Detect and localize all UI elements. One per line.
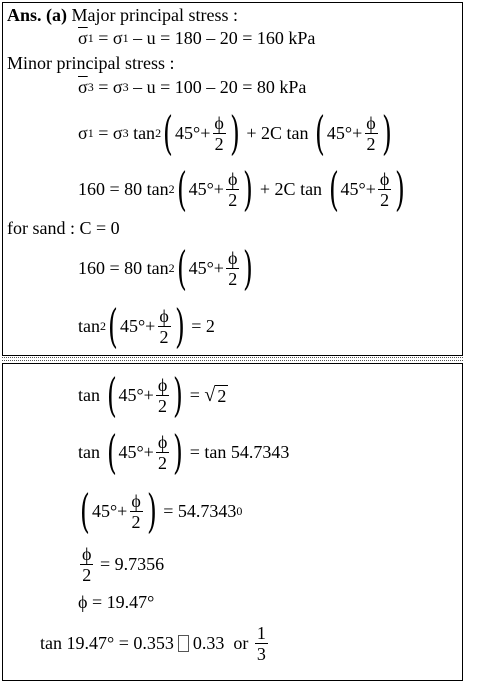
numerator: ϕ xyxy=(131,490,141,511)
numerator: ϕ xyxy=(82,543,92,564)
superscript: 2 xyxy=(168,182,175,196)
angle-text: 45°+ xyxy=(340,179,376,199)
equation-text: = tan 54.7343 xyxy=(185,442,290,462)
denominator: 2 xyxy=(228,268,238,289)
answer-label: Ans. (a) xyxy=(7,5,68,25)
left-paren: ( xyxy=(108,299,118,353)
equation-text: + 2C tan xyxy=(255,179,327,199)
equation-text: 0.33 or xyxy=(192,633,253,653)
equation-text: = 54.7343 xyxy=(158,501,237,521)
superscript: 2 xyxy=(155,126,162,140)
sand-condition xyxy=(7,217,120,239)
angle-equation xyxy=(78,486,242,536)
denominator: 2 xyxy=(82,564,92,585)
subscript: 1 xyxy=(87,126,94,140)
angle-text: 45°+ xyxy=(326,123,363,143)
angle-text: 45°+ xyxy=(119,316,156,336)
tan-equals-root2 xyxy=(78,370,228,420)
numerator: ϕ xyxy=(227,168,238,189)
right-paren: ) xyxy=(381,106,392,160)
numerator: ϕ xyxy=(157,431,168,452)
denominator: 2 xyxy=(214,133,224,154)
phi-over-2-fraction xyxy=(157,306,170,347)
equation-text: 160 = 80 tan xyxy=(78,179,169,199)
subscript: 1 xyxy=(122,31,129,45)
equation-text: = 9.7356 xyxy=(95,554,165,574)
substituted-equation xyxy=(78,164,407,214)
equation-text: – u = 180 – 20 = 160 kPa xyxy=(128,28,316,48)
denominator: 3 xyxy=(256,643,266,664)
equation-text: + 2C tan xyxy=(241,123,313,143)
right-paren: ) xyxy=(146,484,157,538)
numerator: ϕ xyxy=(159,305,169,326)
phi-over-2-fraction xyxy=(156,375,169,416)
subscript: 1 xyxy=(87,31,94,45)
equation-text: σ xyxy=(78,123,88,143)
angle-text: 45°+ xyxy=(118,385,154,405)
denominator: 2 xyxy=(158,395,168,416)
minor-stress-equation xyxy=(78,76,306,98)
equation-text: tan xyxy=(78,316,100,336)
tan-squared-equation xyxy=(78,301,215,351)
page-break-line xyxy=(2,360,463,361)
left-paren: ( xyxy=(315,106,325,160)
angle-text: 45°+ xyxy=(118,442,154,462)
radicand: 2 xyxy=(217,385,227,406)
equation-text: = σ xyxy=(93,77,123,97)
subscript: 3 xyxy=(87,80,94,94)
approx-symbol-box xyxy=(178,635,189,652)
equation-text: = σ xyxy=(93,28,123,48)
tan-equals-tan-angle xyxy=(78,427,289,477)
major-stress-label: Major principal stress : xyxy=(67,5,238,25)
superscript: 0 xyxy=(236,504,243,518)
major-stress-equation xyxy=(78,27,315,49)
right-paren: ) xyxy=(243,241,254,295)
phi-over-2-fraction xyxy=(129,491,142,532)
numerator: ϕ xyxy=(227,247,238,268)
right-paren: ) xyxy=(243,162,254,216)
left-paren: ( xyxy=(106,425,117,479)
numerator: ϕ xyxy=(366,112,376,133)
phi-result xyxy=(78,591,154,613)
angle-text: 45°+ xyxy=(188,179,224,199)
angle-text: 45°+ xyxy=(91,501,128,521)
angle-text: 45°+ xyxy=(175,123,211,143)
phi-over-2-fraction xyxy=(212,113,225,154)
subscript: 3 xyxy=(122,126,129,140)
one-third-fraction xyxy=(255,623,268,664)
equation-text: 160 = 80 tan xyxy=(78,258,169,278)
left-paren: ( xyxy=(106,368,117,422)
tan-check-equation xyxy=(40,618,270,668)
effective-sigma3: $\overline{\sigma}$ xyxy=(78,77,88,97)
phi-over-2-fraction xyxy=(378,169,391,210)
mohr-coulomb-equation xyxy=(78,108,394,158)
label-text: Minor principal stress : xyxy=(7,53,175,73)
left-paren: ( xyxy=(176,241,187,295)
right-paren: ) xyxy=(173,425,184,479)
phi-over-2-fraction xyxy=(156,432,169,473)
equation-text: tan xyxy=(78,385,105,405)
phi-over-2-fraction xyxy=(80,544,93,585)
square-root xyxy=(204,384,228,406)
superscript: 2 xyxy=(168,261,175,275)
numerator: ϕ xyxy=(214,112,224,133)
page-break-line xyxy=(2,357,463,358)
denominator: 2 xyxy=(158,452,168,473)
equation-text: tan 19.47° = 0.353 xyxy=(40,633,174,653)
right-paren: ) xyxy=(173,368,184,422)
equation-text: – u = 100 – 20 = 80 kPa xyxy=(128,77,307,97)
superscript: 2 xyxy=(100,319,106,333)
sand-equation xyxy=(78,243,255,293)
numerator: 1 xyxy=(256,622,266,643)
numerator: ϕ xyxy=(379,168,390,189)
right-paren: ) xyxy=(174,299,185,353)
right-paren: ) xyxy=(229,106,240,160)
equation-text: tan xyxy=(78,442,105,462)
equation-text: = xyxy=(185,385,205,405)
left-paren: ( xyxy=(176,162,187,216)
equation-text: tan xyxy=(128,123,156,143)
subscript: 3 xyxy=(122,80,129,94)
angle-text: 45°+ xyxy=(188,258,224,278)
denominator: 2 xyxy=(366,133,376,154)
phi-over-2-fraction xyxy=(226,248,239,289)
phi-over-2-fraction xyxy=(364,113,377,154)
phi-over-2-fraction xyxy=(226,169,239,210)
right-paren: ) xyxy=(395,162,406,216)
left-paren: ( xyxy=(163,106,173,160)
equation-text: = 2 xyxy=(186,316,215,336)
denominator: 2 xyxy=(131,511,141,532)
minor-stress-label xyxy=(7,52,174,74)
denominator: 2 xyxy=(159,326,169,347)
answer-heading xyxy=(7,4,238,26)
half-phi-equation xyxy=(78,542,164,586)
denominator: 2 xyxy=(380,189,390,210)
equation-text: = σ xyxy=(93,123,123,143)
effective-sigma1: $\overline{\sigma}$ xyxy=(78,28,88,48)
radical-sign: √ xyxy=(204,384,216,406)
equation-text: ϕ = 19.47° xyxy=(78,592,155,612)
left-paren: ( xyxy=(80,484,90,538)
left-paren: ( xyxy=(328,162,339,216)
label-text: for sand : C = 0 xyxy=(7,218,120,238)
denominator: 2 xyxy=(228,189,238,210)
numerator: ϕ xyxy=(157,374,168,395)
